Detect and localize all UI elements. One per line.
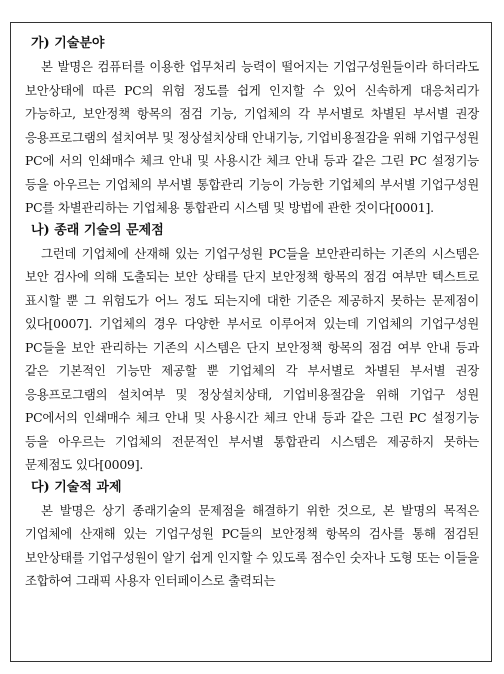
section-body: 본 발명은 컴퓨터를 이용한 업무처리 능력이 떨어지는 기업구성원들이라 하더라도 보안상태에 따른 PC의 위험 정도를 쉽게 인지할 수 있어 신속하게 대응처리가 가능하고, 보안정책 항목의 점검 기능, 기업체의 각 부서별로 차별된 부서별 권장 응용프로그램의 설치여부 및 정상설치상태 안내기능, 기업비용절감을 위해 기업구성원 PC에 서의 인쇄매수 체크 안내 및 사용시간 체크 안내 등과 같은 그린 PC 설정기능 등을 아우르는 기업체의 부서별 통합관리 기능이 가능한 기업체의 부서별 기업구성원 PC를 차별관리하는 기업체용 통합관리 시스템 및 방법에 관한 것이다[0001]. xyxy=(25,59,479,215)
section-prior-art-problems xyxy=(25,220,479,477)
section-technical-task xyxy=(25,477,479,593)
section-body: 본 발명은 상기 종래기술의 문제점을 해결하기 위한 것으로, 본 발명의 목적은 기업체에 산재해 있는 기업구성원 PC들의 보안정책 항목의 검사를 통해 점검된 보안상태를 기업구성원이 알기 쉽게 인지할 수 있도록 점수인 숫자나 도형 또는 이들을 조합하여 그래픽 사용자 인터페이스로 출력되는 xyxy=(25,502,479,588)
section-title: 가) 기술분야 xyxy=(31,36,105,51)
section-body: 그런데 기업체에 산재해 있는 기업구성원 PC들을 보안관리하는 기존의 시스템은 보안 검사에 의해 도출되는 보안 상태를 단지 보안정책 항목의 점검 여부만 텍스트로 표시할 뿐 그 위험도가 어느 정도 되는지에 대한 기준은 제공하지 못하는 문제점이 있다[0007]. 기업체의 경우 다양한 부서로 이루어져 있는데 기업체의 기업구성원 PC들을 보안 관리하는 기존의 시스템은 단지 보안정책 항목의 점검 여부 안내 등과 같은 기본적인 기능만 제공할 뿐 기업체의 각 부서별로 차별된 부서별 권장 응용프로그램의 설치여부 및 정상설치상태, 기업비용절감을 위해 기업구 성원 PC에서의 인쇄매수 체크 안내 및 사용시간 체크 안내 등과 같은 그린 PC 설정기능 등을 아우르는 기업체의 전문적인 부서별 통합관리 시스템은 제공하지 못하는 문제점도 있다[0009]. xyxy=(25,245,479,472)
section-technical-field xyxy=(25,33,479,220)
section-title: 나) 종래 기술의 문제점 xyxy=(31,222,164,238)
document-box xyxy=(10,22,492,662)
section-title: 다) 기술적 과제 xyxy=(31,479,122,495)
